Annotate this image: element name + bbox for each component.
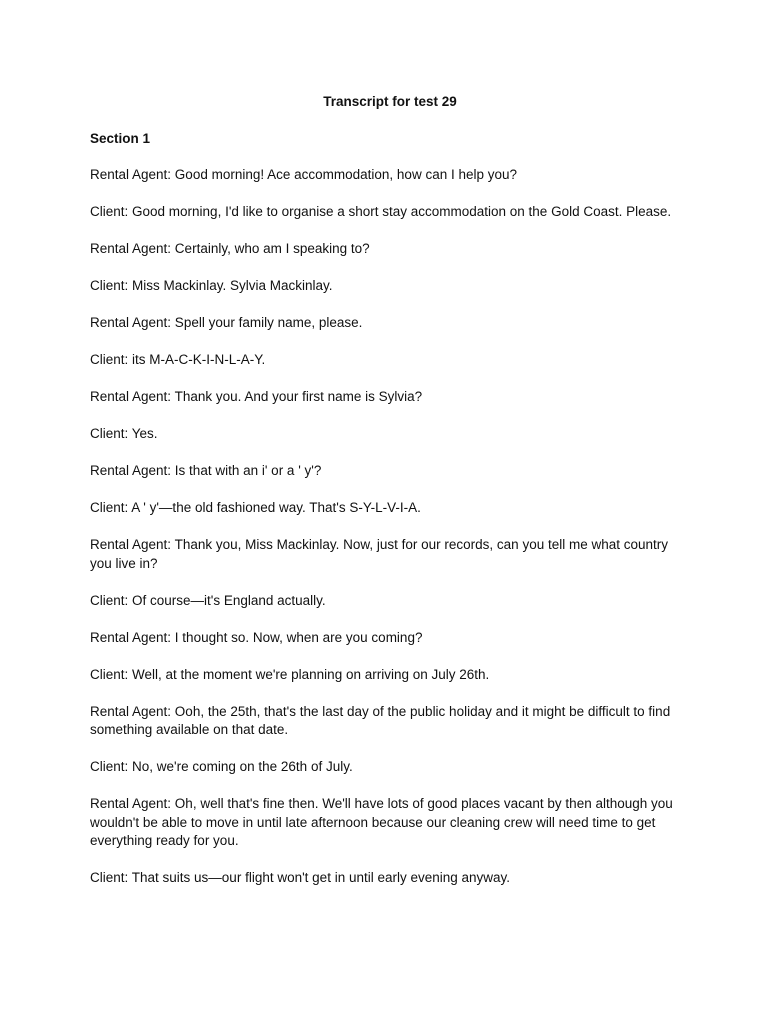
dialogue-line: Client: Miss Mackinlay. Sylvia Mackinlay. bbox=[90, 278, 333, 293]
dialogue-line: Client: Of course—it's England actually. bbox=[90, 592, 326, 608]
dialogue-line: Client: Good morning, I'd like to organise a short stay accommodation on the Gold Coast. Please. bbox=[90, 204, 672, 219]
document-title: Transcript for test 29 bbox=[323, 94, 457, 109]
dialogue-line: Rental Agent: Is that with an i' or a ' y'? bbox=[90, 463, 322, 478]
dialogue-line: Rental Agent: Spell your family name, please. bbox=[90, 315, 363, 330]
dialogue-line: Rental Agent: Ooh, the 25th, that's the last day of the public holiday and it might be difficult to find something available on that date. bbox=[90, 703, 671, 737]
dialogue-line: Rental Agent: Certainly, who am I speaking to? bbox=[90, 241, 370, 256]
dialogue-line: Rental Agent: Oh, well that's fine then. We'll have lots of good places vacant by then although you wouldn't be able to move in until late afternoon because our cleaning crew will need time to get everything ready for you. bbox=[90, 796, 673, 848]
dialogue-line: Rental Agent: I thought so. Now, when are you coming? bbox=[90, 629, 423, 645]
dialogue-line: Client: That suits us—our flight won't get in until early evening anyway. bbox=[90, 870, 511, 885]
document-page bbox=[90, 92, 690, 906]
dialogue-line: Client: Well, at the moment we're planning on arriving on July 26th. bbox=[90, 666, 490, 682]
dialogue-line: Rental Agent: Thank you. And your first name is Sylvia? bbox=[90, 389, 423, 404]
dialogue-line: Client: No, we're coming on the 26th of July. bbox=[90, 759, 353, 774]
dialogue-line: Rental Agent: Good morning! Ace accommodation, how can I help you? bbox=[90, 167, 518, 182]
dialogue-line: Client: A ' y'—the old fashioned way. That's S-Y-L-V-I-A. bbox=[90, 500, 421, 515]
dialogue-line: Rental Agent: Thank you, Miss Mackinlay. Now, just for our records, can you tell me what country you live in? bbox=[90, 537, 669, 571]
dialogue-line: Client: Yes. bbox=[90, 426, 158, 441]
dialogue-line: Client: its M-A-C-K-I-N-L-A-Y. bbox=[90, 352, 266, 367]
section-heading: Section 1 bbox=[90, 131, 151, 146]
